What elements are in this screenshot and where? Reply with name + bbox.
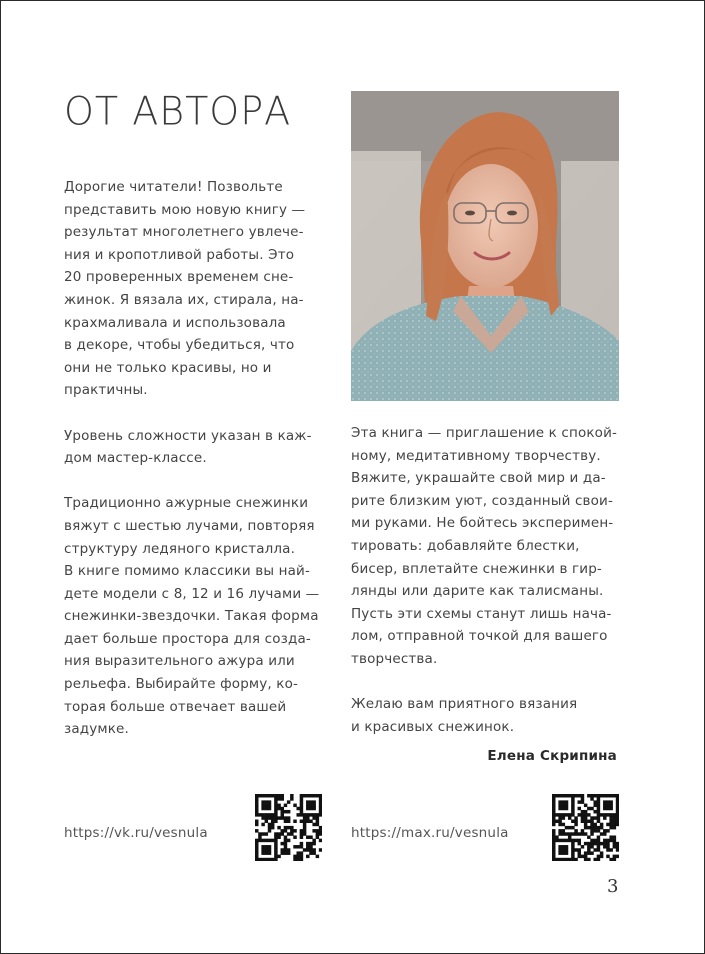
text-line: крахмаливала и использовала — [64, 314, 286, 331]
text-line: жинок. Я вязала их, стирала, на- — [64, 291, 304, 308]
author-signature: Елена Скрипина — [487, 748, 617, 764]
text-line: ному, медитативному творчеству. — [351, 447, 601, 464]
text-line: снежинки-звездочки. Такая форма — [64, 608, 319, 625]
vk-link[interactable]: https://vk.ru/vesnula — [64, 825, 208, 841]
intro-text-right — [351, 422, 626, 738]
text-line: Традиционно ажурные снежинки — [64, 495, 309, 512]
text-line: торая больше отвечает вашей — [64, 698, 287, 715]
text-line: результат многолетнего увлече- — [64, 224, 304, 241]
qr-code-icon — [552, 794, 619, 861]
text-line: ми руками. Не бойтесь эксперимен- — [351, 515, 614, 532]
text-line: дает больше простора для созда- — [64, 630, 311, 647]
paragraph-gap — [64, 402, 339, 425]
text-line: дете модели с 8, 12 и 16 лучами — — [64, 585, 320, 602]
qr-code-icon — [255, 794, 322, 861]
text-line: ния и кропотливой работы. Это — [64, 246, 295, 263]
text-line: и красивых снежинок. — [351, 718, 515, 735]
text-line: они не только красивы, но и — [64, 359, 272, 376]
max-link[interactable]: https://max.ru/vesnula — [351, 825, 509, 841]
text-line: представить мою новую книгу — — [64, 201, 306, 218]
page-title: ОТ АВТОРА — [64, 88, 292, 134]
text-line: 20 проверенных временем сне- — [64, 269, 294, 286]
text-line: в декоре, чтобы убедиться, что — [64, 337, 295, 354]
text-line: Эта книга — приглашение к спокой- — [351, 425, 618, 441]
text-line: Уровень сложности указан в каж- — [64, 427, 312, 444]
author-photo — [351, 91, 619, 401]
text-line: вяжут с шестью лучами, повторяя — [64, 517, 315, 534]
paragraph-gap — [351, 671, 626, 694]
text-line: дом мастер-классе. — [64, 450, 207, 467]
page-number: 3 — [607, 876, 619, 897]
text-line: Вяжите, украшайте свой мир и да- — [351, 470, 606, 487]
text-line: лом, отправной точкой для вашего — [351, 628, 608, 645]
text-line: Пусть эти схемы станут лишь нача- — [351, 605, 612, 622]
text-line: задумке. — [64, 721, 129, 738]
intro-text-left — [64, 176, 339, 741]
text-line: структуру ледяного кристалла. — [64, 540, 296, 557]
text-line: лянды или дарите как талисманы. — [351, 583, 604, 600]
text-line: ния выразительного ажура или — [64, 653, 295, 670]
text-line: творчества. — [351, 650, 438, 667]
text-line: бисер, вплетайте снежинки в гир- — [351, 560, 602, 577]
text-line: рельефа. Выбирайте форму, ко- — [64, 676, 299, 693]
text-line: практичны. — [64, 382, 148, 399]
text-line: Желаю вам приятного вязания — [351, 696, 578, 713]
text-line: Дорогие читатели! Позвольте — [64, 179, 283, 195]
paragraph-gap — [64, 470, 339, 493]
text-line: рите близким уют, созданный свои- — [351, 492, 613, 509]
text-line: В книге помимо классики вы най- — [64, 563, 310, 580]
text-line: тировать: добавляйте блестки, — [351, 537, 580, 554]
